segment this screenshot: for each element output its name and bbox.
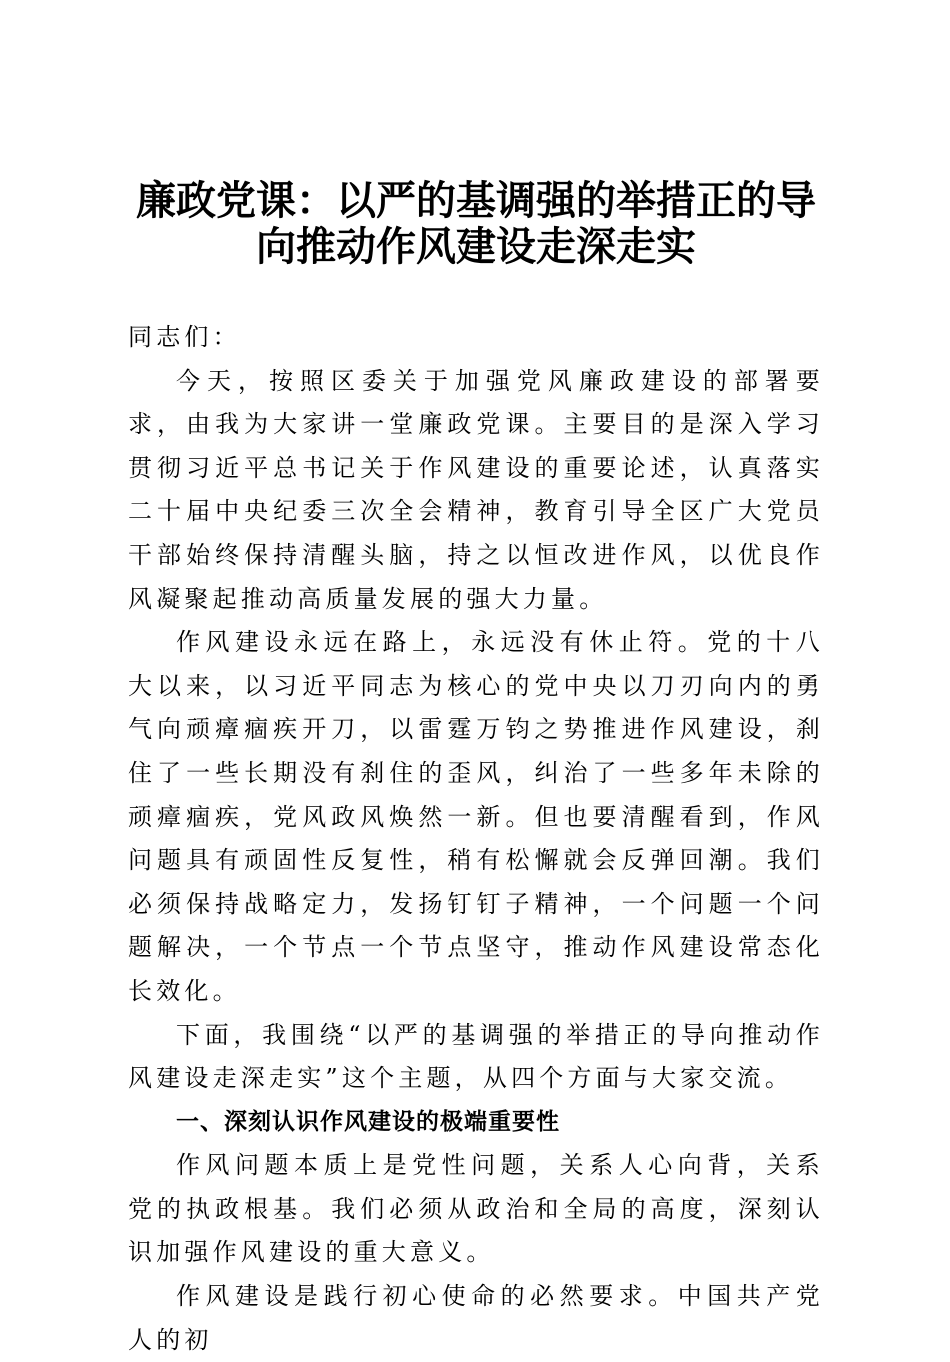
paragraph-intro: 今天，按照区委关于加强党风廉政建设的部署要求，由我为大家讲一堂廉政党课。主要目的是深入学习贯彻习近平总书记关于作风建设的重要论述，认真落实二十届中央纪委三次全会精神，教育引导全区广大党员干部始终保持清醒头脑，持之以恒改进作风，以优良作风凝聚起推动高质量发展的强大力量。 xyxy=(128,366,824,613)
section-heading-1: 一、深刻认识作风建设的极端重要性 xyxy=(176,1108,560,1135)
paragraph-outline: 下面，我围绕“以严的基调强的举措正的导向推动作风建设走深走实”这个主题，从四个方面与大家交流。 xyxy=(128,1020,824,1093)
paragraph-section-1-point-1: 作风建设是践行初心使命的必然要求。中国共产党人的初 xyxy=(128,1282,824,1354)
paragraph-section-1-intro: 作风问题本质上是党性问题，关系人心向背，关系党的执政根基。我们必须从政治和全局的高度，深刻认识加强作风建设的重大意义。 xyxy=(128,1151,824,1267)
document-title xyxy=(114,178,838,270)
title-line-2: 向推动作风建设走深走实 xyxy=(256,224,696,270)
document-page xyxy=(128,178,824,1362)
title-line-1: 廉政党课：以严的基调强的举措正的导 xyxy=(136,178,816,224)
salutation: 同志们： xyxy=(128,323,241,351)
document-body xyxy=(128,316,824,1362)
paragraph-background: 作风建设永远在路上，永远没有休止符。党的十八大以来，以习近平同志为核心的党中央以刀刃向内的勇气向顽瘴痼疾开刀，以雷霆万钧之势推进作风建设，刹住了一些长期没有刹住的歪风，纠治了一些多年未除的顽瘴痼疾，党风政风焕然一新。但也要清醒看到，作风问题具有顽固性反复性，稍有松懈就会反弹回潮。我们必须保持战略定力，发扬钉钉子精神，一个问题一个问题解决，一个节点一个节点坚守，推动作风建设常态化长效化。 xyxy=(128,628,824,1005)
